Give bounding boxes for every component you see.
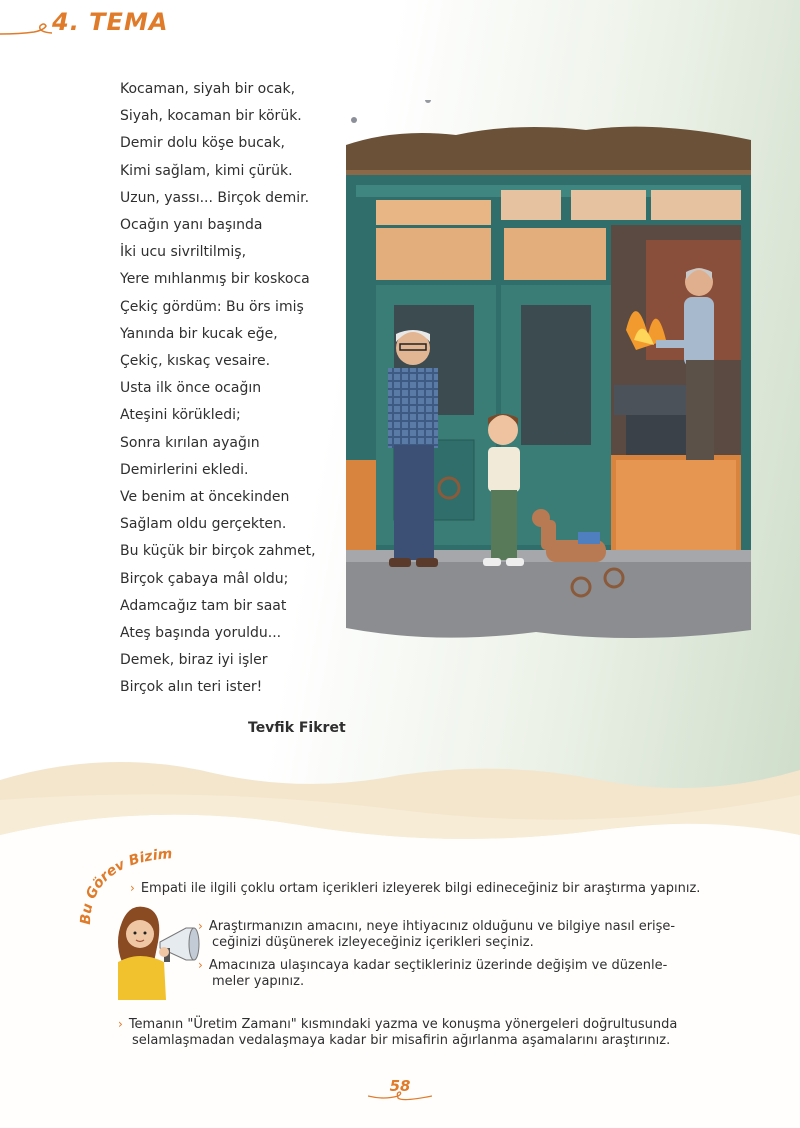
poem-line: Birçok çabaya mâl oldu; xyxy=(120,570,289,587)
task-bullet-3 xyxy=(198,957,698,990)
theme-title: 4. TEMA xyxy=(52,8,169,36)
poem-line: Ocağın yanı başında xyxy=(120,217,263,234)
page-number: 58 xyxy=(389,1077,411,1095)
poem-line: Sonra kırılan ayağın xyxy=(120,434,260,451)
task-bullet-text-continued: selamlaşmadan vedalaşmaya kadar bir misafirin ağırlanma aşamalarını araştırınız. xyxy=(132,1033,671,1048)
task-bullet-text: Empati ile ilgili çoklu ortam içerikleri izleyerek bilgi edineceğiniz bir araştırma yapınız. xyxy=(140,881,701,896)
task-bullet-text: Amacınıza ulaşıncaya kadar seçtikleriniz üzerinde değişim ve düzenle- xyxy=(208,958,668,973)
task-bullet-text-continued: meler yapınız. xyxy=(212,974,305,989)
blacksmith-shop-illustration xyxy=(336,100,756,645)
task-bullet-1 xyxy=(130,880,750,897)
poem-line: Adamcağız tam bir saat xyxy=(120,597,287,614)
task-badge-label: Bu Görev Bizim xyxy=(78,846,173,926)
task-bullet-text: Araştırmanızın amacını, neye ihtiyacınız olduğunu ve bilgiye nasıl erişe- xyxy=(208,919,676,934)
poem-line: Çekiç, kıskaç vesaire. xyxy=(120,353,271,370)
task-bullet-4 xyxy=(118,1016,758,1049)
poem-line: Demek, biraz iyi işler xyxy=(120,652,268,669)
task-bullet-text-continued: ceğinizi düşünerek izleyeceğiniz içerikleri seçiniz. xyxy=(212,935,534,950)
chevron-right-icon: › xyxy=(130,881,135,895)
poem-line: Yere mıhlanmış bir koskoca xyxy=(120,271,310,288)
poem-line: Bu küçük bir birçok zahmet, xyxy=(120,543,316,560)
poem-line: Ve benim at öncekinden xyxy=(120,489,290,506)
girl-megaphone-illustration xyxy=(108,902,200,1000)
poem-line: Birçok alın teri ister! xyxy=(120,679,263,696)
poem-line: Uzun, yassı... Birçok demir. xyxy=(120,189,310,206)
page-number-decoration xyxy=(368,1090,432,1104)
chevron-right-icon: › xyxy=(198,958,203,972)
poem xyxy=(120,76,316,702)
poem-line: Çekiç gördüm: Bu örs imiş xyxy=(120,298,304,315)
poem-line: Ateş başında yoruldu... xyxy=(120,625,282,642)
poem-line: Yanında bir kucak eğe, xyxy=(120,325,278,342)
poem-line: Kocaman, siyah bir ocak, xyxy=(120,81,296,97)
poem-line: Ateşini körükledi; xyxy=(120,407,241,424)
task-bullet-2 xyxy=(198,918,698,951)
chevron-right-icon: › xyxy=(118,1017,123,1031)
poem-line: Sağlam oldu gerçekten. xyxy=(120,516,287,533)
poem-author: Tevfik Fikret xyxy=(248,720,346,736)
poem-line: Demir dolu köşe bucak, xyxy=(120,135,285,152)
poem-line: Usta ilk önce ocağın xyxy=(120,380,262,397)
poem-line: İki ucu sivriltilmiş, xyxy=(120,244,247,261)
header-decorative-line xyxy=(0,20,60,40)
poem-line: Siyah, kocaman bir körük. xyxy=(120,108,302,125)
poem-line: Kimi sağlam, kimi çürük. xyxy=(120,162,293,179)
poem-line: Demirlerini ekledi. xyxy=(120,461,249,478)
task-bullet-text: Temanın "Üretim Zamanı" kısmındaki yazma ve konuşma yönergeleri doğrultusunda xyxy=(128,1017,678,1032)
chevron-right-icon: › xyxy=(198,919,203,933)
